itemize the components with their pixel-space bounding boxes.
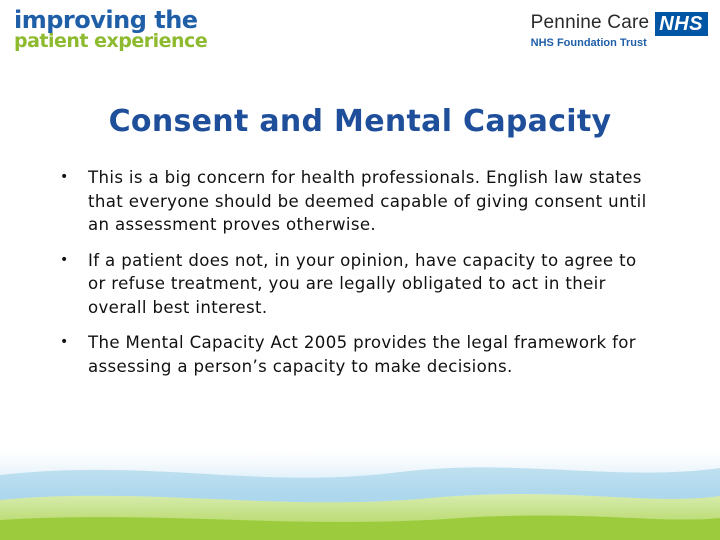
slide-title: Consent and Mental Capacity: [108, 104, 612, 139]
nhs-logo-badge: NHS: [655, 12, 708, 36]
org-subtitle: NHS Foundation Trust: [530, 37, 647, 49]
bullet-item: [58, 166, 658, 237]
bullet-dot-icon: •: [60, 169, 69, 185]
logo-line-2: patient experience: [14, 30, 208, 52]
org-name: Pennine Care: [530, 12, 650, 33]
improving-patient-experience-logo: [14, 6, 208, 52]
bullet-text: The Mental Capacity Act 2005 provides the legal framework for assessing a person’s capacity to make decisions.: [88, 333, 636, 376]
decorative-wave-footer: [0, 420, 720, 540]
bullet-item: [58, 249, 658, 320]
bullet-list: [58, 166, 658, 390]
pennine-care-logo: [531, 12, 708, 50]
bullet-text: If a patient does not, in your opinion, have capacity to agree to or refuse treatment, you are legally obligated to act in their overall best interest.: [88, 250, 637, 317]
bullet-item: [58, 331, 658, 378]
bullet-text: This is a big concern for health professionals. English law states that everyone should be deemed capable of giving consent until an assessment proves otherwise.: [88, 168, 647, 234]
bullet-dot-icon: •: [60, 334, 69, 350]
logo-line-1: improving the: [14, 6, 198, 34]
org-text: [531, 12, 650, 50]
bullet-dot-icon: •: [60, 251, 69, 268]
